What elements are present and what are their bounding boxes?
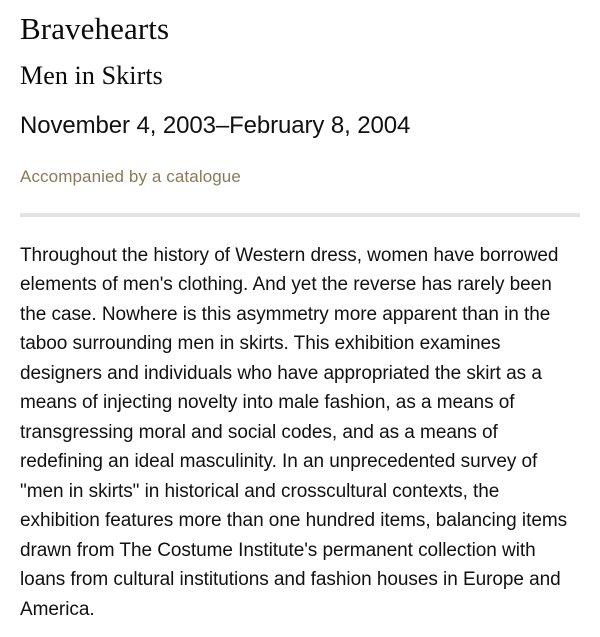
exhibition-description: Throughout the history of Western dress, women have borrowed elements of men's clothing. And yet the reverse has rarely been the case. Nowhere is this asymmetry more apparent than in the taboo surrounding men in skirts. This exhibition examines designers and individuals who have appropriated the skirt as a means of injecting novelty into male fashion, as a means of transgressing moral and social codes, and as a means of redefining an ideal masculinity. In an unprecedented survey of "men in skirts" in historical and crosscultural contexts, the exhibition features more than one hundred items, balancing items drawn from The Costume Institute's permanent collection with loans from cultural institutions and fashion houses in Europe and America.	[20, 244, 568, 620]
exhibition-date-range: November 4, 2003–February 8, 2004	[20, 111, 411, 139]
catalogue-note: Accompanied by a catalogue	[20, 166, 241, 186]
page-title: Bravehearts	[20, 11, 170, 46]
exhibition-subtitle: Men in Skirts	[20, 60, 163, 90]
